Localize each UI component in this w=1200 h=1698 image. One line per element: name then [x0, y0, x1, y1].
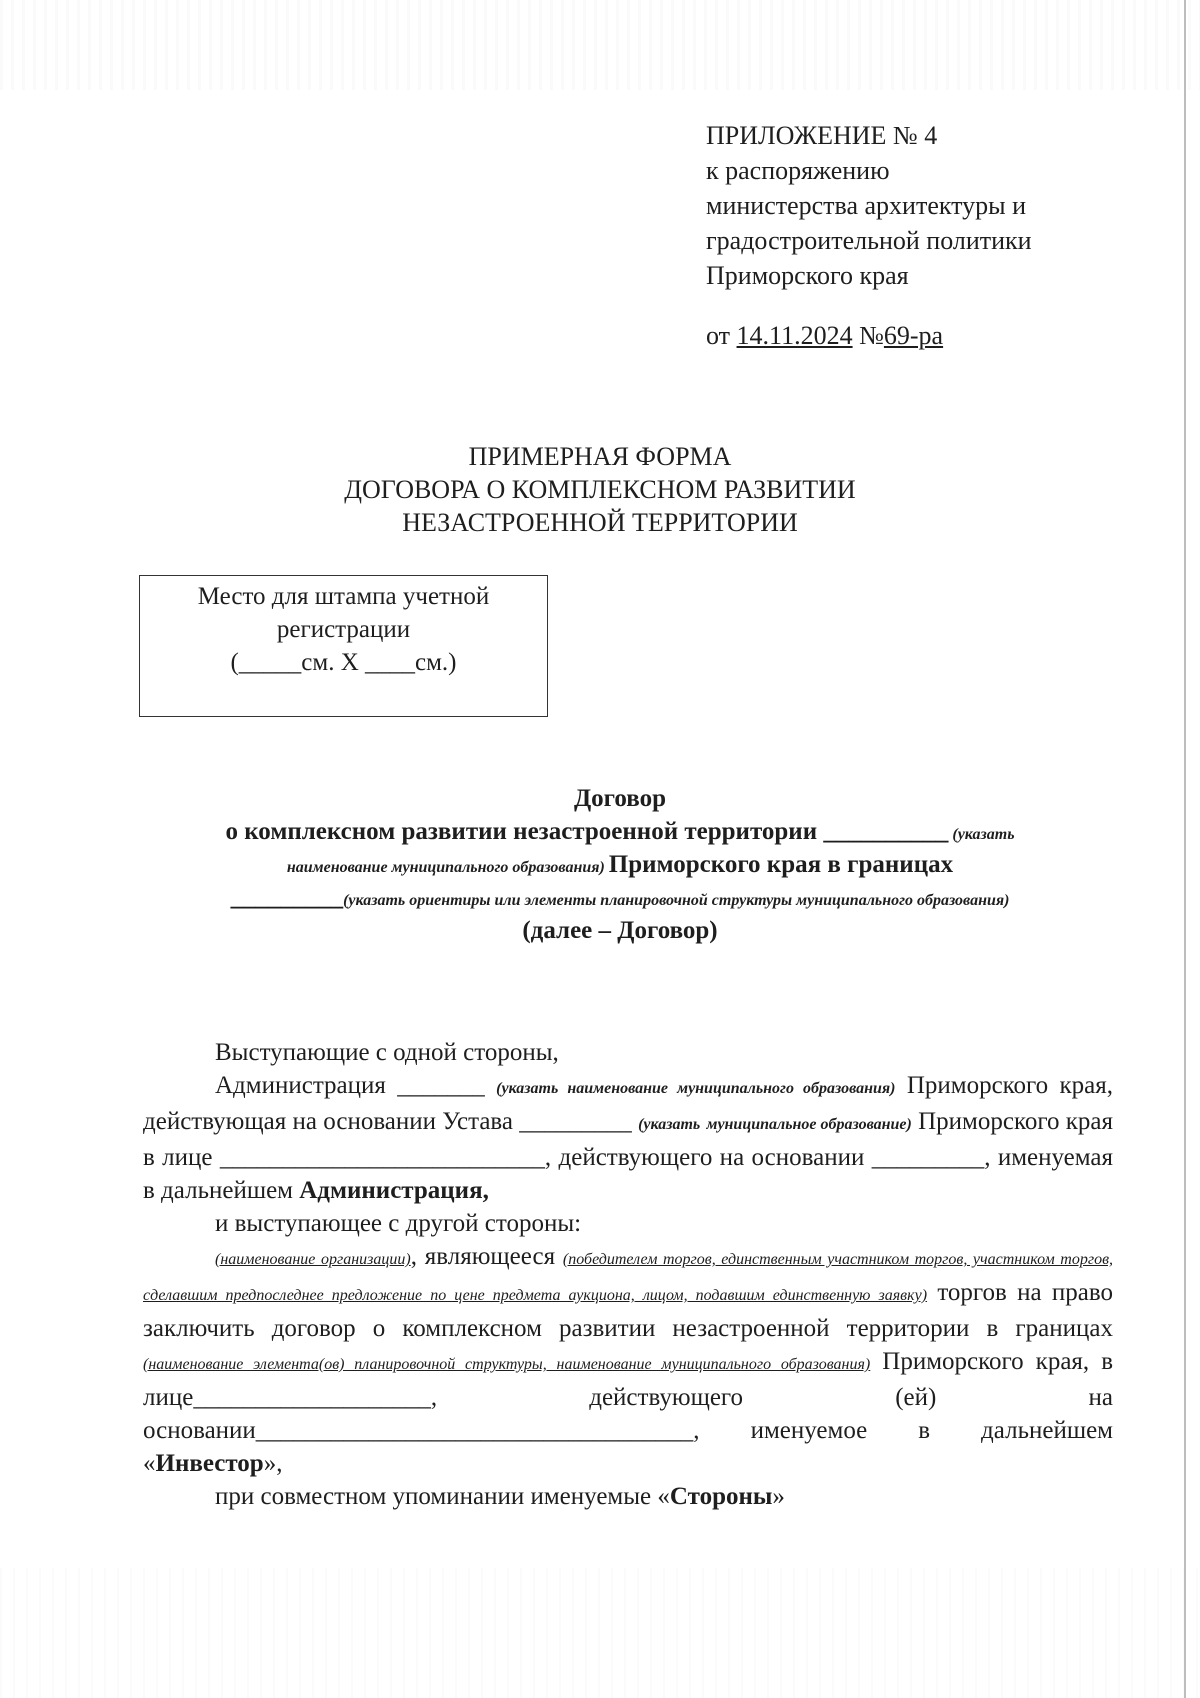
contract-title-line-4: _________(указать ориентиры или элементы планировочной структуры муниципального образования): [230, 884, 1010, 911]
form-title-line-3: НЕЗАСТРОЕННОЙ ТЕРРИТОРИИ: [402, 508, 798, 537]
appendix-number: ПРИЛОЖЕНИЕ № 4: [706, 121, 938, 150]
scan-noise-bottom: [0, 1568, 1200, 1698]
form-title: [0, 440, 1200, 539]
appendix-header: [706, 118, 1032, 353]
contract-title-line-2: о комплексном развитии незастроенной территории __________ (указать: [225, 818, 1015, 845]
stamp-line-3: (_____см. Х ____см.): [230, 649, 457, 676]
contract-title: [120, 782, 1120, 947]
paragraph-5: при совместном упоминании именуемые «Стороны»: [215, 1483, 785, 1510]
appendix-line-5: Приморского края: [706, 261, 909, 290]
paragraph-3: и выступающее с другой стороны:: [215, 1210, 582, 1237]
contract-title-line-5: (далее – Договор): [522, 917, 718, 944]
stamp-line-2: регистрации: [276, 616, 411, 643]
appendix-date: 14.11.2024: [736, 321, 853, 350]
number-prefix: №: [859, 321, 884, 350]
appendix-line-2: к распоряжению: [706, 156, 890, 185]
form-title-line-2: ДОГОВОРА О КОМПЛЕКСНОМ РАЗВИТИИ: [344, 475, 856, 504]
contract-title-line-3: наименование муниципального образования) Приморского края в границах: [286, 851, 954, 878]
page-edge-line: [1184, 0, 1186, 1698]
appendix-date-line: [706, 318, 1032, 353]
contract-body: [143, 1036, 1113, 1513]
paragraph-1: Выступающие с одной стороны,: [215, 1039, 559, 1066]
stamp-line-1: Место для штампа учетной: [197, 583, 490, 610]
paragraph-2: Администрация _______ (указать наименование муниципального образования) Приморского края, действующая на основании Устава _________ (указать муниципальное образование) Приморского края в лице __________________________, действующего на основании _________, именуемая в дальнейшем Администрация,: [143, 1072, 1114, 1204]
administration-label: Администрация,: [299, 1177, 489, 1204]
parties-label: Стороны: [669, 1483, 773, 1510]
date-prefix: от: [706, 321, 731, 350]
contract-title-main: Договор: [573, 785, 667, 812]
scan-noise-top: [0, 0, 1200, 90]
paragraph-4: (наименование организации), являющееся (победителем торгов, единственным участником торгов, участником торгов, сделавшим предпоследнее предложение по цене предмета аукциона, лицом, подавшим единственную заявку) торгов на право заключить договор о комплексном развитии незастроенной территории в границах (наименование элемента(ов) планировочной структуры, наименование муниципального образования) Приморского края, в лице___________________, действующего (ей) на основании___________________________________, именуемое в дальнейшем «Инвестор»,: [143, 1243, 1114, 1477]
registration-stamp-box: [139, 575, 548, 717]
investor-label: Инвестор: [155, 1450, 264, 1477]
appendix-line-4: градостроительной политики: [706, 226, 1032, 255]
appendix-doc-number: 69-ра: [883, 321, 944, 350]
appendix-line-3: министерства архитектуры и: [706, 191, 1027, 220]
form-title-line-1: ПРИМЕРНАЯ ФОРМА: [468, 442, 732, 471]
